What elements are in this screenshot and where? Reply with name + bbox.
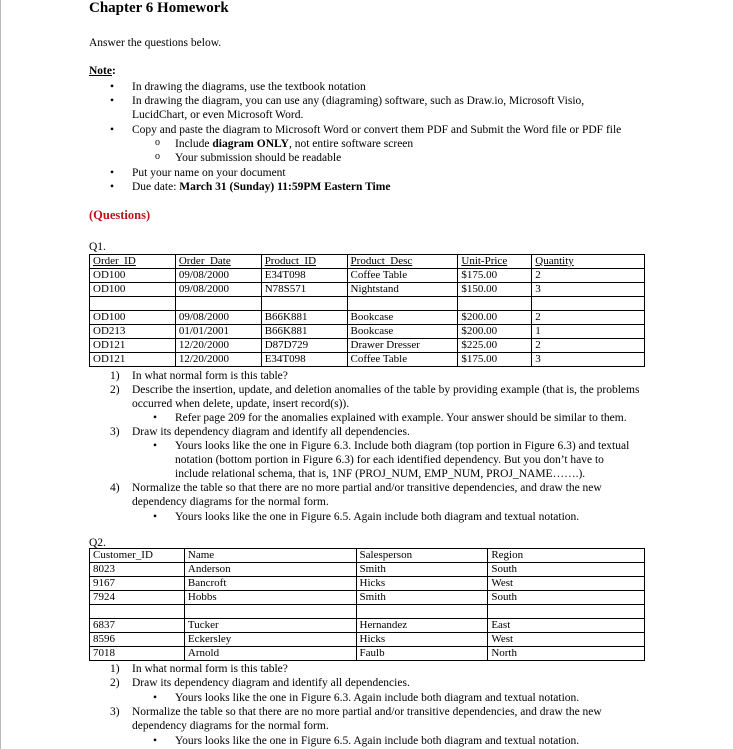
table-cell: Faulb xyxy=(356,647,488,661)
table-cell: B66K881 xyxy=(261,325,347,339)
table-row xyxy=(90,633,645,647)
question-text: occurred when delete, update, insert record(s)). xyxy=(132,398,350,410)
page-edge xyxy=(0,0,1,749)
table-cell: Arnold xyxy=(184,647,356,661)
header-cell: Order_ID xyxy=(90,255,176,269)
table-cell: Coffee Table xyxy=(347,269,458,283)
table-cell: OD121 xyxy=(90,339,176,353)
table-cell: $175.00 xyxy=(458,269,532,283)
table-row xyxy=(90,325,645,339)
table-cell: Hicks xyxy=(356,633,488,647)
table-cell: South xyxy=(488,563,645,577)
table-row xyxy=(90,647,645,661)
table-row xyxy=(90,339,645,353)
item-number: 1) xyxy=(110,663,120,675)
table-cell: 09/08/2000 xyxy=(175,311,261,325)
table-row xyxy=(90,591,645,605)
note-bullet: • In drawing the diagram, you can use any (diagraming) software, such as Draw.io, Microsoft Visio, xyxy=(132,94,584,108)
table-cell: South xyxy=(488,591,645,605)
note-subbullet: o Your submission should be readable xyxy=(175,151,341,165)
table-cell: 6837 xyxy=(90,619,185,633)
table-spacer-row xyxy=(90,605,645,619)
hint-continuation: notation (bottom portion in Figure 6.3) for each identified dependency. But you don’t have to xyxy=(175,454,604,466)
table-cell: 8596 xyxy=(90,633,185,647)
table-cell: 9167 xyxy=(90,577,185,591)
table-cell: Bookcase xyxy=(347,325,458,339)
question-text: Normalize the table so that there are no more partial and/or transitive dependencies, and draw the new xyxy=(132,706,602,718)
note-heading-colon: : xyxy=(112,65,116,77)
table-cell: 1 xyxy=(532,325,645,339)
header-cell: Unit-Price xyxy=(458,255,532,269)
table-cell: 2 xyxy=(532,339,645,353)
table-row xyxy=(90,563,645,577)
header-cell: Salesperson xyxy=(356,549,488,563)
sub-text: Include xyxy=(175,138,213,150)
table-cell: Bookcase xyxy=(347,311,458,325)
question-text: Draw its dependency diagram and identify all dependencies. xyxy=(132,426,410,438)
q2-label: Q2. xyxy=(89,537,106,549)
item-number: 2) xyxy=(110,677,120,689)
question-text: In what normal form is this table? xyxy=(132,370,288,382)
note-bullet-due xyxy=(132,180,390,194)
item-number: 3) xyxy=(110,706,120,718)
table-spacer-row xyxy=(90,297,645,311)
table-cell: West xyxy=(488,633,645,647)
questions-heading: (Questions) xyxy=(89,208,151,222)
hint-bullet: • Refer page 209 for the anomalies explained with example. Your answer should be similar to them. xyxy=(175,411,627,425)
q1-table xyxy=(89,254,645,367)
hint-bullet: • Yours looks like the one in Figure 6.5. Again include both diagram and textual notation. xyxy=(175,734,579,748)
table-cell: Nightstand xyxy=(347,283,458,297)
table-cell: OD100 xyxy=(90,283,176,297)
note-subbullet xyxy=(175,137,413,151)
item-number: 1) xyxy=(110,370,120,382)
table-cell: West xyxy=(488,577,645,591)
header-cell: Order_Date xyxy=(175,255,261,269)
table-cell: 3 xyxy=(532,283,645,297)
table-row xyxy=(90,577,645,591)
table-cell: B66K881 xyxy=(261,311,347,325)
page-title: Chapter 6 Homework xyxy=(89,0,229,16)
table-cell: E34T098 xyxy=(261,269,347,283)
question-text: Normalize the table so that there are no more partial and/or transitive dependencies, and draw the new xyxy=(132,482,602,494)
table-cell: OD100 xyxy=(90,311,176,325)
table-cell: Coffee Table xyxy=(347,353,458,367)
hint-bullet: • Yours looks like the one in Figure 6.3. Again include both diagram and textual notation. xyxy=(175,691,579,705)
note-heading-text: Note xyxy=(89,65,112,77)
table-cell: $225.00 xyxy=(458,339,532,353)
table-cell: Drawer Dresser xyxy=(347,339,458,353)
question-text: Draw its dependency diagram and identify all dependencies. xyxy=(132,677,410,689)
item-number: 4) xyxy=(110,482,120,494)
table-cell: OD100 xyxy=(90,269,176,283)
table-cell: 7018 xyxy=(90,647,185,661)
item-number: 3) xyxy=(110,426,120,438)
table-cell: $200.00 xyxy=(458,325,532,339)
sub-text: , not entire software screen xyxy=(288,138,414,150)
table-cell: Tucker xyxy=(184,619,356,633)
table-cell: 09/08/2000 xyxy=(175,283,261,297)
hint-bullet: • Yours looks like the one in Figure 6.3. Include both diagram (top portion in Figure 6.3) and textual xyxy=(175,439,629,453)
table-row xyxy=(90,283,645,297)
table-cell: Eckersley xyxy=(184,633,356,647)
table-cell: 7924 xyxy=(90,591,185,605)
table-cell: 3 xyxy=(532,353,645,367)
table-cell: 8023 xyxy=(90,563,185,577)
q2-table xyxy=(89,548,645,661)
table-cell: Bancroft xyxy=(184,577,356,591)
table-cell: 01/01/2001 xyxy=(175,325,261,339)
question-text: dependency diagrams for the normal form. xyxy=(132,496,329,508)
sub-text-bold: diagram ONLY xyxy=(212,138,289,150)
question-text: Describe the insertion, update, and deletion anomalies of the table by providing example (that is, the problems xyxy=(132,384,640,396)
table-row xyxy=(90,269,645,283)
header-cell: Name xyxy=(184,549,356,563)
table-cell: E34T098 xyxy=(261,353,347,367)
header-cell: Product_Desc xyxy=(347,255,458,269)
table-row xyxy=(90,311,645,325)
table-cell: 12/20/2000 xyxy=(175,339,261,353)
table-cell: Hicks xyxy=(356,577,488,591)
table-cell: N78S571 xyxy=(261,283,347,297)
table-cell: OD121 xyxy=(90,353,176,367)
due-date: March 31 (Sunday) 11:59PM Eastern Time xyxy=(179,181,391,193)
due-label: Due date: xyxy=(132,181,180,193)
q1-label: Q1. xyxy=(89,241,106,253)
hint-bullet: • Yours looks like the one in Figure 6.5. Again include both diagram and textual notation. xyxy=(175,510,579,524)
hint-continuation: include relational schema, that is, 1NF (PROJ_NUM, EMP_NUM, PROJ_NAME…….). xyxy=(175,468,586,480)
table-cell: Anderson xyxy=(184,563,356,577)
note-bullet: • Copy and paste the diagram to Microsoft Word or convert them PDF and Submit the Word file or PDF file xyxy=(132,123,621,137)
table-header-row xyxy=(90,255,645,269)
table-cell: $200.00 xyxy=(458,311,532,325)
header-cell: Customer_ID xyxy=(90,549,185,563)
question-text: dependency diagrams for the normal form. xyxy=(132,720,329,732)
note-bullet-continuation: LucidChart, or even Microsoft Word. xyxy=(132,109,304,121)
table-cell: 12/20/2000 xyxy=(175,353,261,367)
table-cell: Hobbs xyxy=(184,591,356,605)
note-bullet: • Put your name on your document xyxy=(132,166,286,180)
table-cell: Hernandez xyxy=(356,619,488,633)
table-cell: 09/08/2000 xyxy=(175,269,261,283)
table-cell: East xyxy=(488,619,645,633)
note-heading xyxy=(89,64,116,78)
table-cell: North xyxy=(488,647,645,661)
intro-text: Answer the questions below. xyxy=(89,37,222,49)
note-bullet: • In drawing the diagrams, use the textbook notation xyxy=(132,80,366,94)
table-cell: $150.00 xyxy=(458,283,532,297)
table-cell: D87D729 xyxy=(261,339,347,353)
item-number: 2) xyxy=(110,384,120,396)
table-cell: Smith xyxy=(356,563,488,577)
table-cell: $175.00 xyxy=(458,353,532,367)
table-cell: OD213 xyxy=(90,325,176,339)
table-header-row xyxy=(90,549,645,563)
table-cell: 2 xyxy=(532,269,645,283)
table-cell: Smith xyxy=(356,591,488,605)
table-row xyxy=(90,353,645,367)
table-row xyxy=(90,619,645,633)
header-cell: Product_ID xyxy=(261,255,347,269)
header-cell: Region xyxy=(488,549,645,563)
question-text: In what normal form is this table? xyxy=(132,663,288,675)
header-cell: Quantity xyxy=(532,255,645,269)
table-cell: 2 xyxy=(532,311,645,325)
